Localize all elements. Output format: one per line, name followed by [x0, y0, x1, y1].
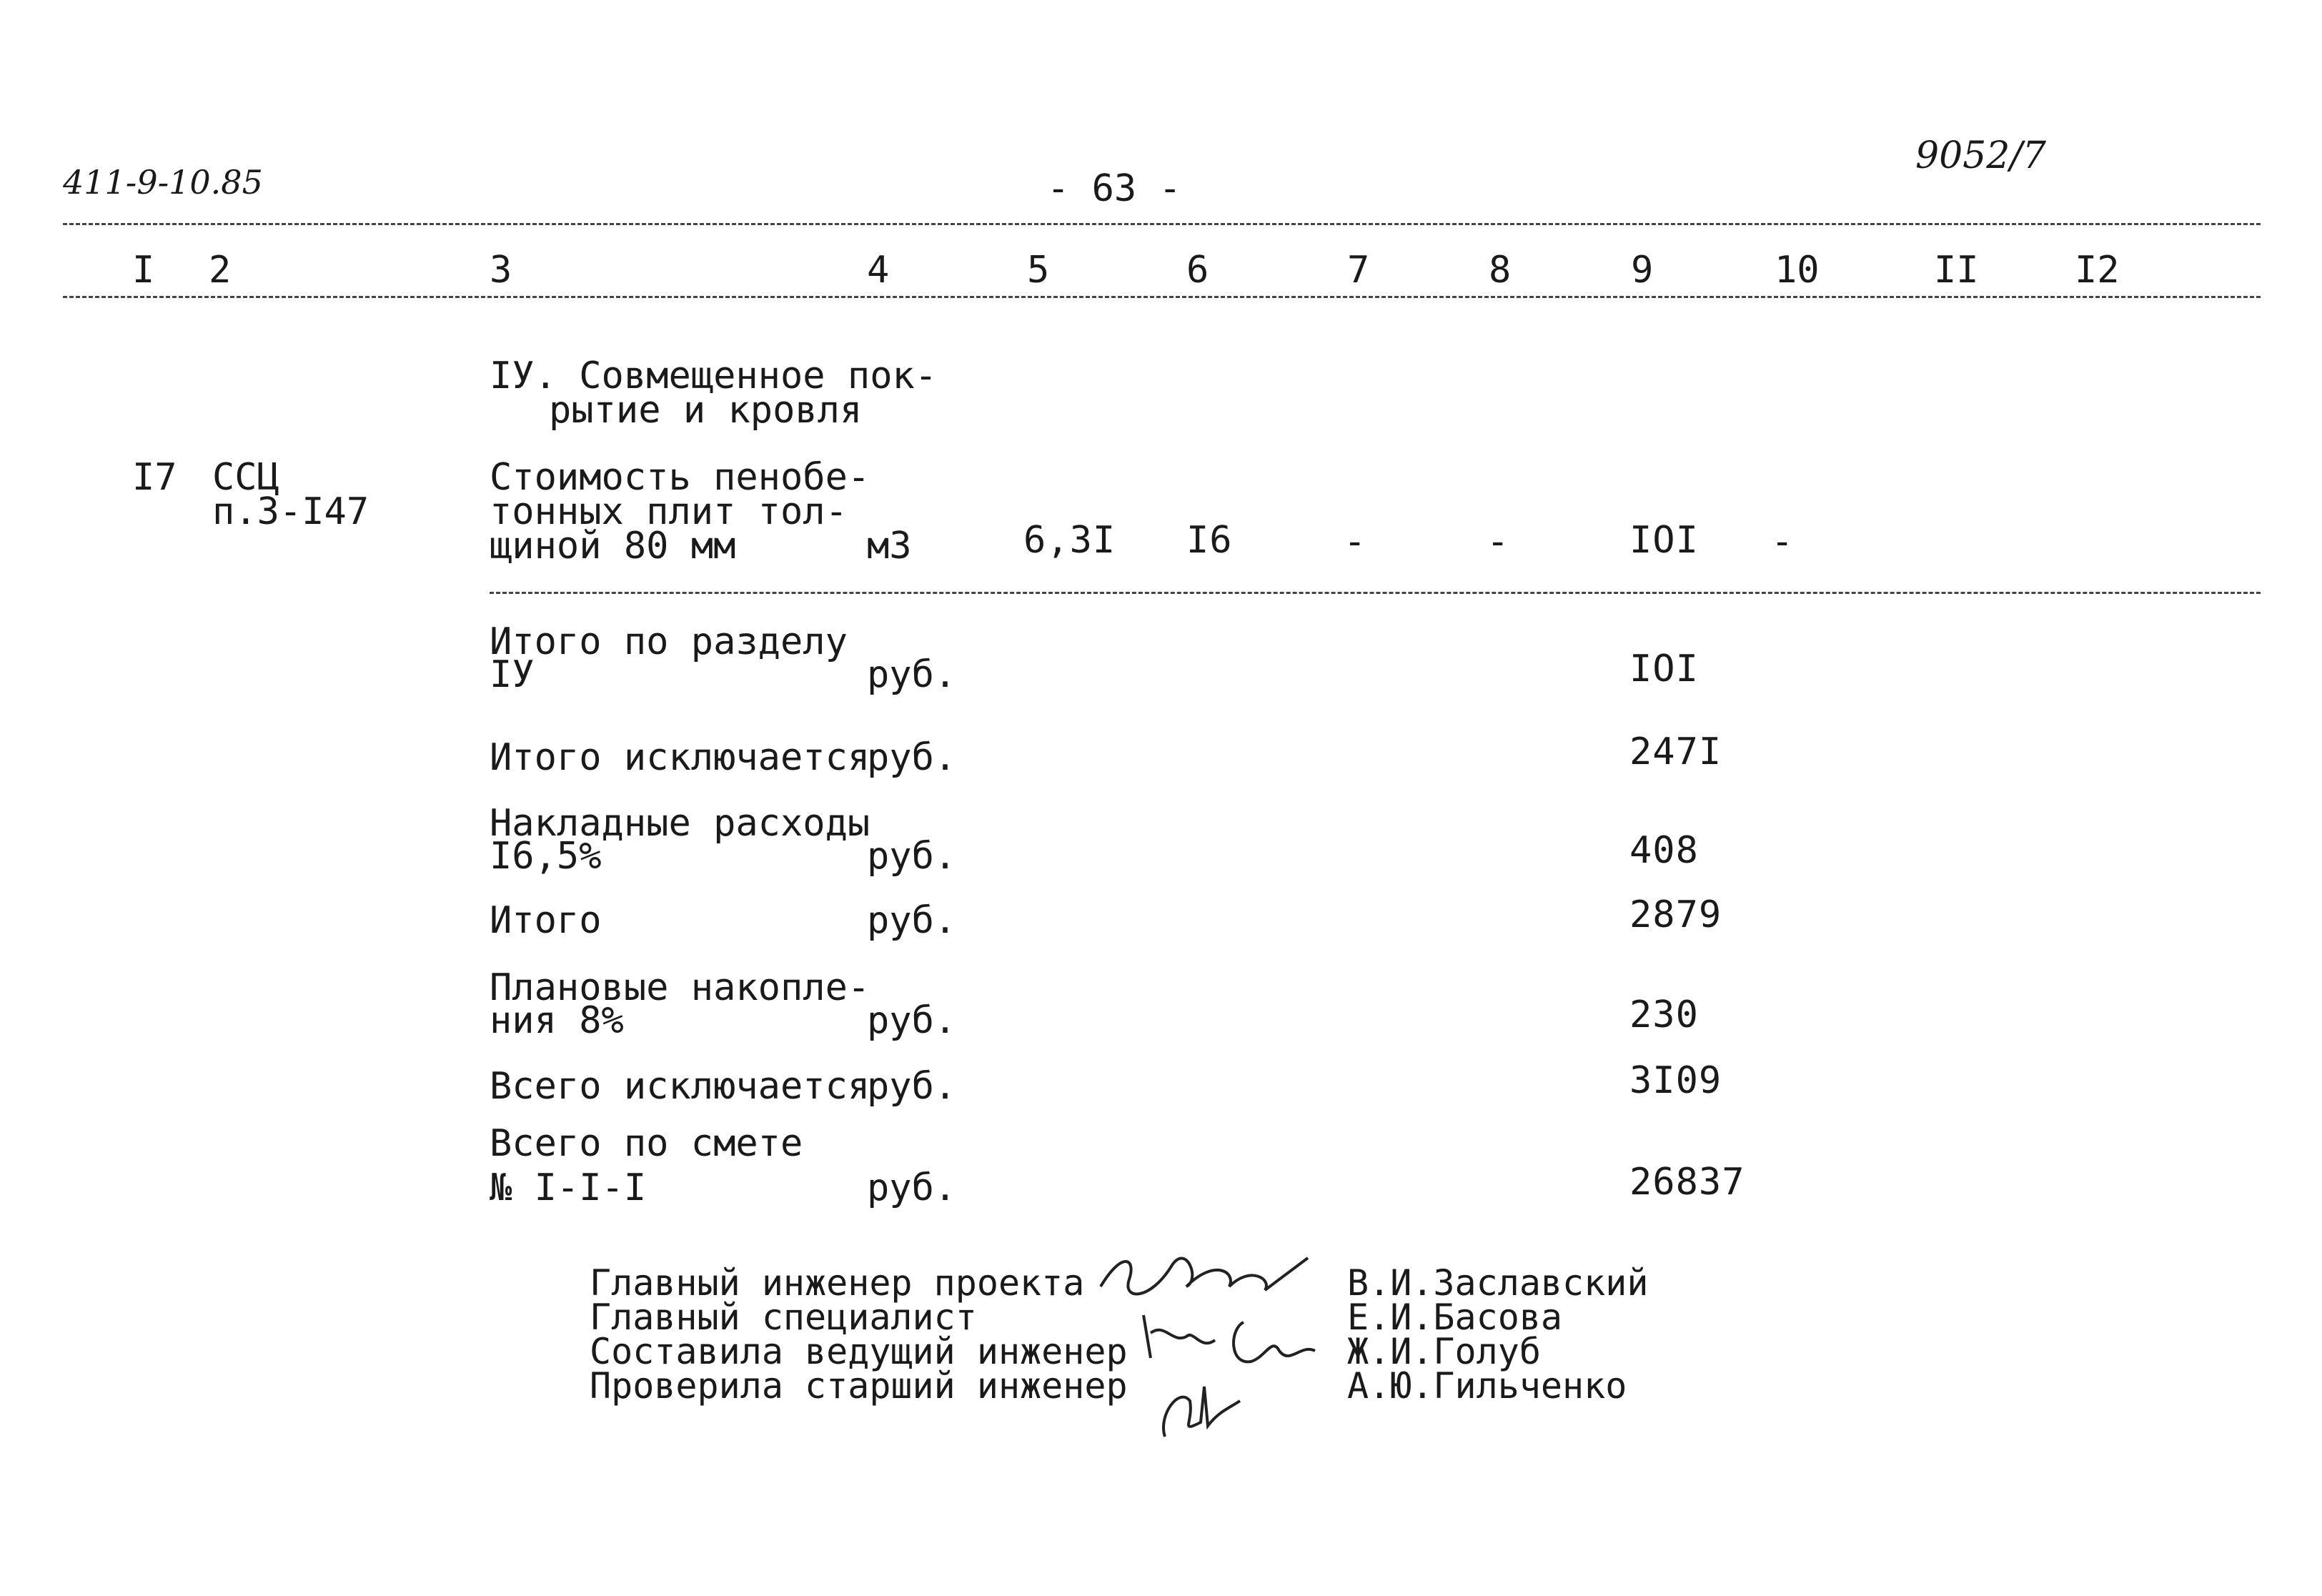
total-unit: руб. — [867, 736, 957, 779]
document-code: 411-9-10.85 — [63, 163, 263, 202]
column-number: 10 — [1775, 249, 1820, 292]
item-col9: IOI — [1629, 519, 1699, 562]
total-label-line1: Итого по разделу — [490, 620, 848, 663]
handwritten-signature — [1151, 1372, 1251, 1444]
item-number: I7 — [132, 456, 177, 499]
total-unit: руб. — [867, 1166, 957, 1209]
column-number: 7 — [1347, 249, 1370, 292]
item-code-line2: п.3-I47 — [212, 490, 369, 533]
signer-name: В.И.Заславский — [1347, 1262, 1649, 1304]
total-label-line1: Плановые накопле- — [490, 966, 870, 1009]
section-title-line1: IУ. Совмещенное пок- — [490, 355, 938, 397]
total-label-line2: ния 8% — [490, 999, 624, 1042]
total-value: 26837 — [1629, 1161, 1745, 1204]
page-number: - 63 - — [1047, 167, 1181, 210]
total-unit: руб. — [867, 653, 957, 696]
signer-name: Ж.И.Голуб — [1347, 1331, 1541, 1372]
column-number: II — [1934, 249, 1979, 292]
total-value: IOI — [1629, 648, 1699, 690]
signer-role: Главный инженер проекта — [590, 1262, 1085, 1304]
item-description-line3: щиной 80 мм — [490, 525, 736, 567]
column-number: I — [132, 249, 155, 292]
total-label-line1: Итого — [490, 899, 602, 942]
total-value: 3I09 — [1629, 1059, 1722, 1102]
column-number: I2 — [2075, 249, 2120, 292]
column-number: 6 — [1186, 249, 1209, 292]
archive-number: 9052/7 — [1915, 134, 2046, 177]
column-number: 5 — [1027, 249, 1050, 292]
item-code-line1: ССЦ — [212, 456, 279, 499]
total-value: 230 — [1629, 993, 1699, 1036]
item-col7: - — [1344, 520, 1366, 563]
item-col6: I6 — [1186, 519, 1233, 562]
column-number: 9 — [1631, 249, 1654, 292]
total-label-line1: Всего исключается — [490, 1065, 870, 1108]
total-label-line1: Всего по смете — [490, 1122, 803, 1165]
total-unit: руб. — [867, 899, 957, 942]
item-description-line2: тонных плит тол- — [490, 490, 848, 533]
item-col10: - — [1771, 520, 1794, 563]
column-number: 4 — [867, 249, 890, 292]
signer-name: А.Ю.Гильченко — [1347, 1365, 1627, 1407]
signer-role: Главный специалист — [590, 1297, 977, 1338]
item-description-line1: Стоимость пенобе- — [490, 456, 870, 499]
signer-role: Проверила старший инженер — [590, 1365, 1128, 1407]
item-col5: 6,3I — [1023, 519, 1116, 562]
handwritten-signature — [1093, 1236, 1322, 1308]
signer-name: Е.И.Басова — [1347, 1297, 1563, 1338]
total-unit: руб. — [867, 835, 957, 878]
column-number: 8 — [1489, 249, 1512, 292]
signer-role: Составила ведущий инженер — [590, 1331, 1128, 1372]
total-label-line1: Итого исключается — [490, 736, 870, 779]
total-label-line2: I6,5% — [490, 835, 602, 878]
item-unit: м3 — [867, 525, 912, 567]
total-unit: руб. — [867, 1065, 957, 1108]
total-unit: руб. — [867, 999, 957, 1042]
section-title-line2: рытие и кровля — [549, 389, 863, 432]
total-label-line1: Накладные расходы — [490, 802, 870, 845]
total-label-line2: IУ — [490, 653, 535, 696]
column-number: 2 — [209, 249, 232, 292]
total-value: 247I — [1629, 730, 1722, 773]
handwritten-signature — [1136, 1301, 1322, 1372]
column-number: 3 — [490, 249, 512, 292]
header-bottom-rule — [63, 296, 2261, 298]
total-label-line2: № I-I-I — [490, 1166, 647, 1209]
section-divider — [490, 592, 2261, 594]
item-col8: - — [1487, 520, 1509, 563]
header-top-rule — [63, 223, 2261, 225]
total-value: 408 — [1629, 829, 1699, 872]
total-value: 2879 — [1629, 893, 1722, 936]
